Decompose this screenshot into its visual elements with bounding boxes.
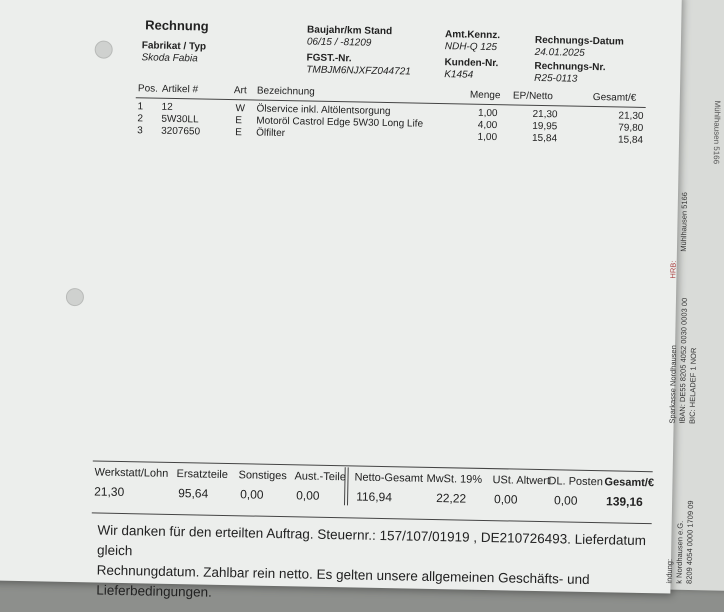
fgst-value: TMBJM6NJXFZ044721 bbox=[306, 64, 411, 78]
col-pos: Pos. bbox=[137, 83, 159, 95]
row-pos: 3 bbox=[137, 125, 143, 137]
footer-line-1: Wir danken für den erteilten Auftrag. Steuernr.: 157/107/01919 , DE210726493. Lieferdatum gleich bbox=[96, 522, 647, 559]
sum-label-dl-posten: DL. Posten bbox=[548, 475, 604, 489]
kunden-label: Kunden-Nr. bbox=[444, 57, 499, 70]
punch-hole-bottom bbox=[66, 288, 84, 306]
row-bezeichnung: Ölfilter bbox=[256, 127, 286, 140]
row-ep: 15,84 bbox=[531, 132, 558, 145]
sum-label-ust-altwert: USt. Altwert bbox=[492, 474, 551, 488]
row-ep: 19,95 bbox=[532, 120, 558, 133]
row-artikel: 12 bbox=[161, 101, 173, 113]
sum-value-ersatzteile: 95,64 bbox=[178, 486, 209, 501]
kennz-label: Amt.Kennz. bbox=[444, 29, 501, 42]
sum-value-netto: 116,94 bbox=[356, 489, 393, 505]
col-ep: EP/Netto bbox=[512, 90, 554, 103]
sum-value-aust: 0,00 bbox=[296, 488, 320, 503]
side-hrb-value: Mühlhausen 5166 bbox=[678, 192, 690, 252]
sum-value-mwst: 22,22 bbox=[436, 491, 467, 506]
row-menge: 4,00 bbox=[477, 119, 498, 132]
underlying-sheet-text: Mühlhausen 5166 bbox=[711, 100, 722, 165]
sum-label-aust: Aust.-Teile bbox=[294, 470, 346, 484]
row-gesamt: 15,84 bbox=[617, 134, 644, 146]
sum-label-sonstiges: Sonstiges bbox=[238, 469, 287, 483]
side-bottom-3: 8209 4054 0000 1709 09 bbox=[684, 500, 696, 585]
row-pos: 2 bbox=[137, 113, 144, 125]
row-art: E bbox=[235, 115, 243, 127]
sum-value-sonstiges: 0,00 bbox=[240, 487, 264, 502]
nummer-value: R25-0113 bbox=[534, 72, 578, 85]
row-menge: 1,00 bbox=[477, 131, 498, 144]
row-art: W bbox=[235, 103, 246, 115]
col-bezeichnung: Bezeichnung bbox=[256, 85, 315, 98]
nummer-label: Rechnungs-Nr. bbox=[534, 60, 606, 74]
sum-value-ust-altwert: 0,00 bbox=[493, 492, 518, 507]
footer-line-2: Rechnungdatum. Zahlbar rein netto. Es gelten unsere allgemeinen Geschäfts- und Lieferbedingungen. bbox=[96, 562, 590, 600]
fgst-label: FGST.-Nr. bbox=[306, 52, 352, 65]
side-iban: IBAN: DE55 8205 4052 0030 0003 00 bbox=[677, 297, 690, 424]
row-gesamt: 21,30 bbox=[618, 110, 644, 122]
row-pos: 1 bbox=[137, 101, 144, 113]
row-artikel: 5W30LL bbox=[161, 113, 199, 126]
row-bezeichnung: Motoröl Castrol Edge 5W30 Long Life bbox=[256, 115, 424, 130]
sum-value-lohn: 21,30 bbox=[94, 484, 125, 500]
row-artikel: 3207650 bbox=[161, 125, 201, 138]
side-hrb: HRB: bbox=[668, 260, 678, 279]
side-bank: Sparkasse Nordhausen bbox=[667, 345, 679, 424]
kennz-value: NDH-Q 125 bbox=[444, 41, 498, 54]
side-bottom-2: k Nordhausen e.G. bbox=[674, 520, 685, 584]
row-art: E bbox=[235, 127, 242, 139]
col-artikel: Artikel # bbox=[161, 83, 199, 96]
datum-value: 24.01.2025 bbox=[534, 46, 585, 59]
sum-label-lohn: Werkstatt/Lohn bbox=[94, 466, 169, 480]
punch-hole-top bbox=[95, 40, 113, 58]
datum-label: Rechnungs-Datum bbox=[534, 34, 624, 48]
sum-label-netto: Netto-Gesamt bbox=[354, 471, 424, 485]
fabrikat-value: Skoda Fabia bbox=[141, 52, 198, 65]
invoice-title: Rechnung bbox=[145, 17, 209, 34]
summary-divider-2 bbox=[347, 467, 349, 505]
kunden-value: K1454 bbox=[444, 69, 474, 81]
row-bezeichnung: Ölservice inkl. Altölentsorgung bbox=[256, 103, 391, 118]
row-gesamt: 79,80 bbox=[618, 122, 644, 134]
side-bottom-1: indung: bbox=[664, 558, 675, 584]
row-ep: 21,30 bbox=[532, 108, 558, 121]
sum-label-ersatzteile: Ersatzteile bbox=[176, 468, 229, 482]
baujahr-value: 06/15 / -81209 bbox=[306, 36, 372, 49]
fabrikat-label: Fabrikat / Typ bbox=[141, 40, 207, 53]
side-bic: BIC: HELADEF 1 NOR bbox=[687, 347, 699, 425]
footer-text bbox=[96, 521, 671, 612]
row-menge: 1,00 bbox=[477, 107, 498, 120]
col-gesamt: Gesamt/€ bbox=[592, 91, 637, 104]
sum-value-gesamt: 139,16 bbox=[605, 494, 643, 510]
baujahr-label: Baujahr/km Stand bbox=[306, 24, 393, 38]
col-menge: Menge bbox=[469, 89, 501, 102]
sum-label-mwst: MwSt. 19% bbox=[426, 472, 483, 486]
header-rule bbox=[136, 97, 646, 108]
sum-value-dl-posten: 0,00 bbox=[553, 493, 578, 508]
col-art: Art bbox=[233, 85, 247, 97]
sum-label-gesamt: Gesamt/€ bbox=[604, 476, 655, 490]
